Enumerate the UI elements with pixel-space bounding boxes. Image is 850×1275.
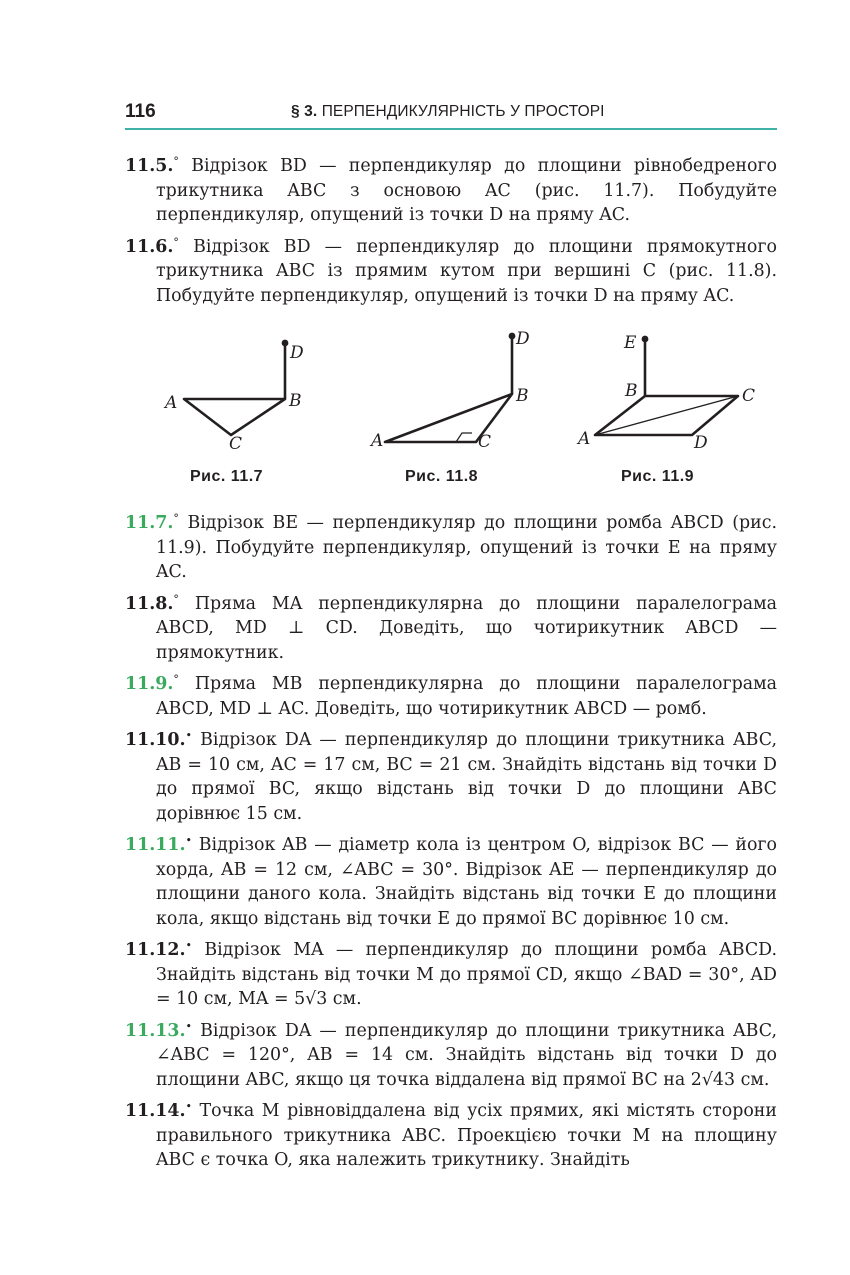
problem-text: Відрізок MA — перпендикуляр до площини ромба ABCD. Знайдіть відстань від точки M до прямої CD, якщо ∠BAD = 30°, AD = 10 см, MA = 5√3 см. (156, 940, 777, 1009)
problem-text: Відрізок BD — перпендикуляр до площини прямокутного трикутника ABC із прямим кутом при вершині C (рис. 11.8). Побудуйте перпендикуляр, опущений із точки D на пряму AC. (156, 236, 777, 306)
problem-item (125, 1015, 777, 1093)
figure-11-9 (570, 320, 770, 460)
problem-number: 11.7. (125, 513, 174, 533)
problem-number: 11.11. (125, 835, 186, 855)
problem-item (125, 829, 777, 931)
difficulty-mark: • (185, 729, 193, 742)
page-header (125, 100, 777, 130)
fig7-label-d: D (290, 343, 304, 363)
problem-item (125, 150, 777, 228)
chapter-title-text: ПЕРПЕНДИКУЛЯРНІСТЬ У ПРОСТОРІ (321, 103, 605, 120)
difficulty-mark: ° (173, 155, 179, 168)
difficulty-mark: ° (173, 512, 179, 525)
fig7-label-c: C (229, 434, 243, 454)
difficulty-mark: • (185, 1100, 193, 1113)
problem-number: 11.8. (125, 593, 174, 614)
problem-text: Точка M рівновіддалена від усіх прямих, які містять сторони правильного трикутника ABC. Проекцією точки M на площину ABC є точка O, яка належить трикутнику. Знайдіть (156, 1101, 777, 1170)
fig9-label-b: B (625, 381, 638, 401)
page-number: 116 (125, 101, 156, 122)
fig8-label-d: D (516, 329, 530, 349)
problems-top (125, 150, 777, 311)
figure-11-9-caption: Рис. 11.9 (621, 468, 695, 485)
figure-11-8-caption: Рис. 11.8 (405, 468, 479, 485)
problems-bottom (125, 507, 777, 1176)
problem-text: Відрізок DA — перпендикуляр до площини трикутника ABC, AB = 10 см, AC = 17 см, BC = 21 см. Знайдіть відстань від точки D до прямої BC, якщо відстань від точки D до площини ABC дорівнює 15 см. (156, 730, 777, 824)
fig9-label-a: A (578, 429, 591, 449)
difficulty-mark: ° (173, 592, 179, 606)
problem-text: Відрізок BE — перпендикуляр до площини ромба ABCD (рис. 11.9). Побудуйте перпендикуляр, опущений із точки E на пряму AC. (156, 513, 778, 582)
difficulty-mark: ° (173, 235, 179, 249)
problem-number: 11.13. (125, 1020, 186, 1041)
problem-number: 11.12. (125, 940, 186, 960)
fig9-label-d: D (694, 433, 708, 453)
fig8-label-b: B (516, 386, 529, 406)
problem-item (125, 507, 777, 585)
difficulty-mark: • (185, 1019, 193, 1033)
problem-item (125, 668, 777, 721)
problem-text: Пряма MB перпендикулярна до площини паралелограма ABCD, MD ⊥ AC. Доведіть, що чотирикутник ABCD — ромб. (156, 674, 777, 719)
problem-number: 11.5. (125, 156, 174, 176)
problem-number: 11.6. (125, 236, 174, 257)
problem-number: 11.10. (125, 730, 186, 750)
fig7-label-b: B (289, 391, 302, 411)
problem-text: Відрізок AB — діаметр кола із центром O, відрізок BC — його хорда, AB = 12 см, ∠ABC = 30°. Відрізок AE — перпендикуляр до площини даного кола. Знайдіть відстань від точки E до площини кола, якщо відстань від точки E до прямої BC дорівнює 10 см. (156, 835, 777, 929)
fig7-label-a: A (165, 393, 178, 413)
section-sign: § 3. (291, 103, 318, 120)
problem-item (125, 934, 777, 1012)
difficulty-mark: • (185, 834, 193, 847)
figure-11-7 (160, 320, 320, 460)
chapter-title (291, 103, 605, 121)
problem-number: 11.14. (125, 1101, 186, 1121)
difficulty-mark: ° (173, 673, 179, 686)
problem-number: 11.9. (125, 674, 174, 694)
problem-item (125, 1095, 777, 1173)
figure-11-8 (365, 320, 545, 460)
figure-11-7-caption: Рис. 11.7 (190, 468, 264, 485)
figures-row (0, 320, 850, 495)
problem-text: Відрізок BD — перпендикуляр до площини рівнобедреного трикутника ABC з основою AC (рис. 11.7). Побудуйте перпендикуляр, опущений із точки D на пряму AC. (156, 156, 777, 225)
problem-item (125, 231, 777, 309)
fig9-label-e: E (624, 333, 637, 353)
fig9-label-c: C (742, 386, 756, 406)
fig8-label-a: A (371, 431, 384, 451)
difficulty-mark: • (185, 939, 193, 952)
problem-item (125, 588, 777, 666)
problem-text: Відрізок DA — перпендикуляр до площини трикутника ABC, ∠ABC = 120°, AB = 14 см. Знайдіть відстань від точки D до площини ABC, якщо ця точка віддалена від прямої BC на 2√43 см. (156, 1020, 777, 1090)
fig8-label-c: C (478, 432, 492, 452)
problem-text: Пряма MA перпендикулярна до площини паралелограма ABCD, MD ⊥ CD. Доведіть, що чотирикутник ABCD — прямокутник. (156, 593, 777, 663)
problem-item (125, 724, 777, 826)
